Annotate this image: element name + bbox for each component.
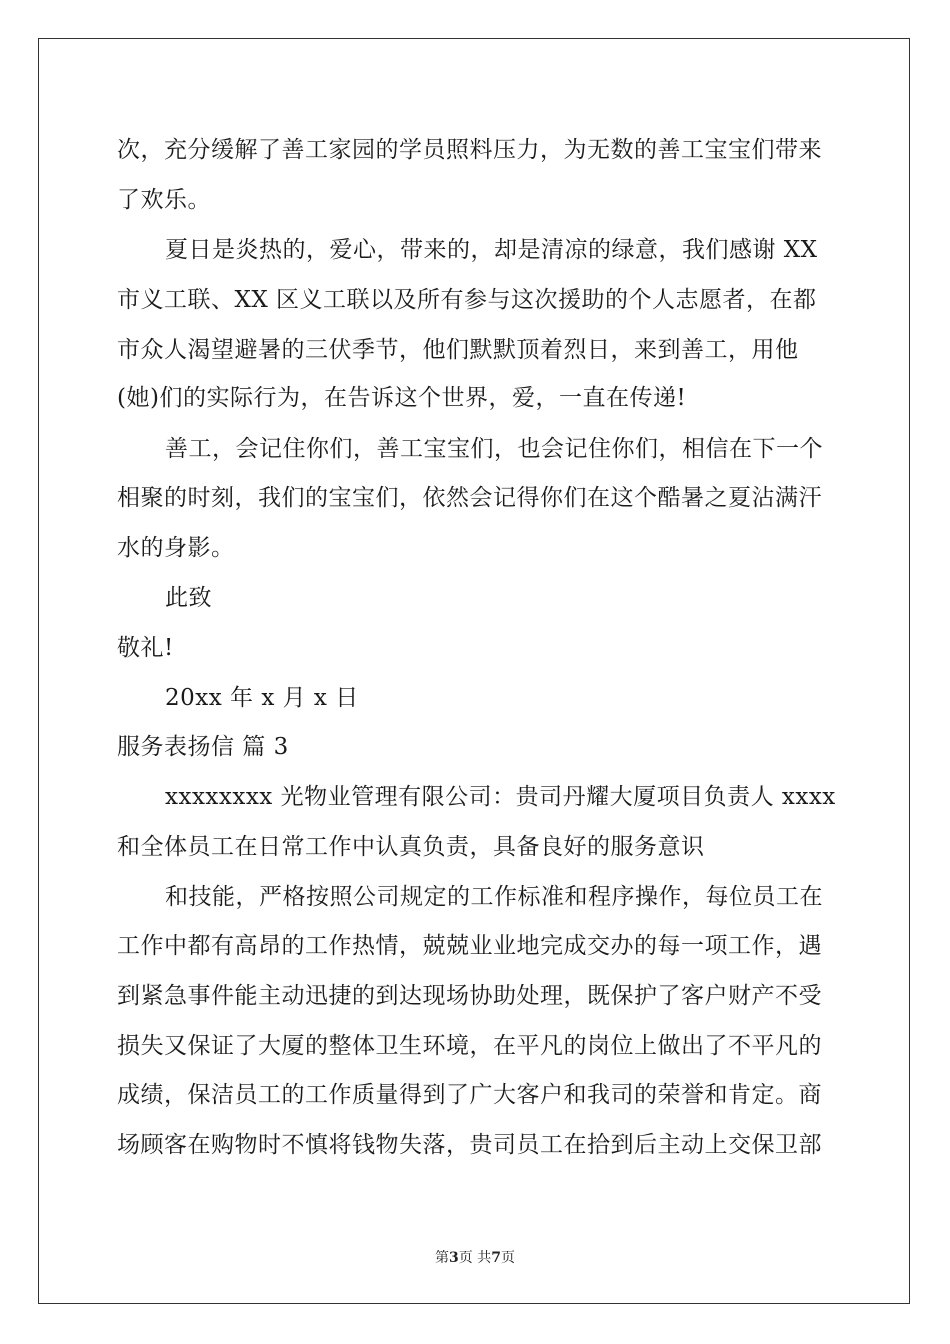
text-line: 市义工联、XX 区义工联以及所有参与这次援助的个人志愿者，在都 [117,287,817,313]
text-line: 工作中都有高昂的工作热情，兢兢业业地完成交办的每一项工作，遇 [117,933,822,959]
text-line: 水的身影。 [117,535,235,561]
text-line: 夏日是炎热的，爱心，带来的，却是清凉的绿意，我们感谢 XX [165,237,818,263]
closing-line: 此致 [165,585,212,611]
text-line: 和技能，严格按照公司规定的工作标准和程序操作，每位员工在 [165,884,823,910]
text-line: 次，充分缓解了善工家园的学员照料压力，为无数的善工宝宝们带来 [117,137,822,163]
page-mid: 页 共 [458,1250,492,1266]
text-line: 场顾客在购物时不慎将钱物失落，贵司员工在拾到后主动上交保卫部 [117,1132,822,1158]
text-line: xxxxxxxx 光物业管理有限公司：贵司丹耀大厦项目负责人 xxxx [165,784,836,810]
date-line: 20xx 年 x 月 x 日 [165,685,359,711]
text-line: 市众人渴望避暑的三伏季节，他们默默顶着烈日，来到善工，用他 [117,337,799,363]
text-line: 了欢乐。 [117,187,211,213]
page-footer [0,1247,950,1267]
text-line: 成绩，保洁员工的工作质量得到了广大客户和我司的荣誉和肯定。商 [117,1082,822,1108]
text-line: 相聚的时刻，我们的宝宝们，依然会记得你们在这个酷暑之夏沾满汗 [117,485,822,511]
page-border [38,38,910,1304]
page-prefix: 第 [435,1250,450,1266]
page-suffix: 页 [500,1250,515,1266]
text-line: 和全体员工在日常工作中认真负责，具备良好的服务意识 [117,834,705,860]
text-line: (她)们的实际行为，在告诉这个世界，爱，一直在传递! [117,385,687,411]
text-line: 善工，会记住你们，善工宝宝们，也会记住你们，相信在下一个 [165,436,823,462]
total-page-number: 7 [491,1250,501,1266]
text-line: 损失又保证了大厦的整体卫生环境，在平凡的岗位上做出了不平凡的 [117,1033,822,1059]
text-line: 到紧急事件能主动迅捷的到达现场协助处理，既保护了客户财产不受 [117,983,822,1009]
section-heading: 服务表扬信 篇 3 [117,734,289,760]
salutation-line: 敬礼! [117,635,174,661]
current-page-number: 3 [449,1250,459,1266]
